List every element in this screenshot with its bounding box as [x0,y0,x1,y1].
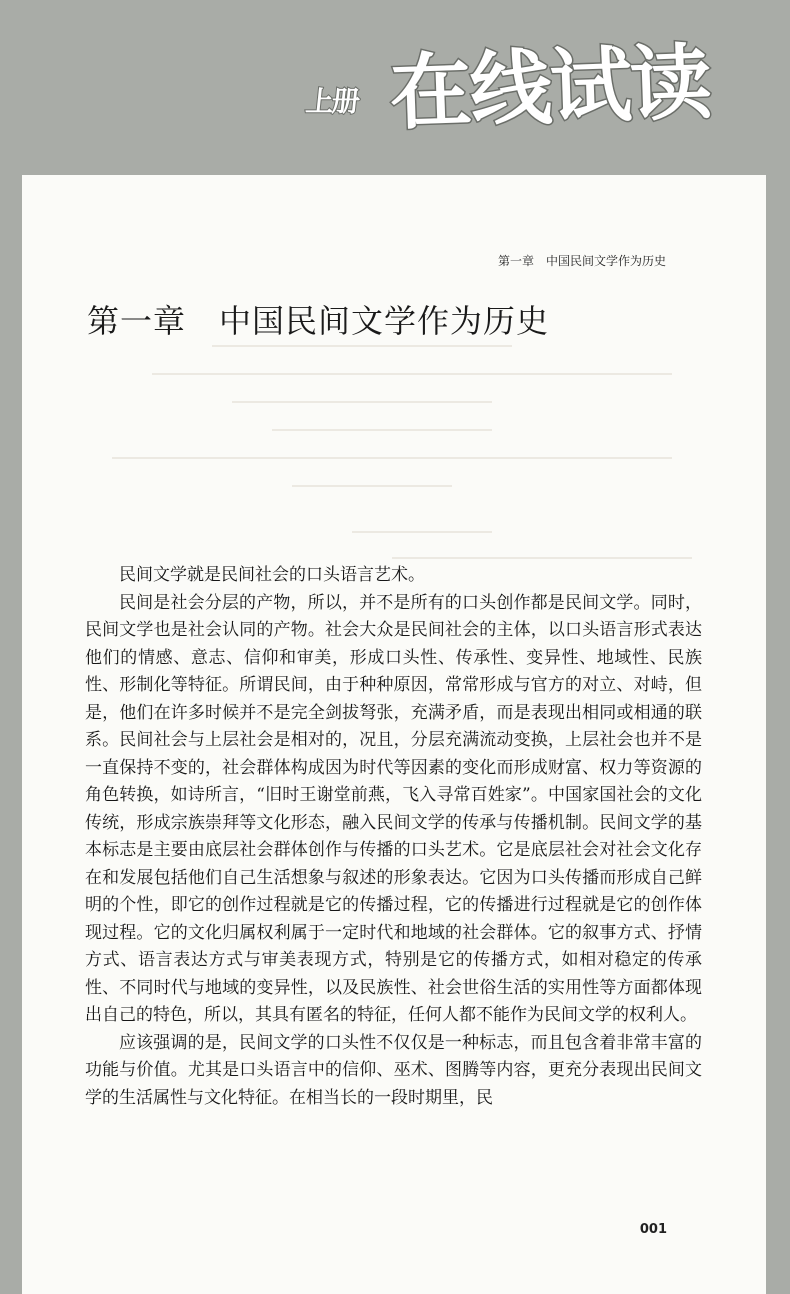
paragraph: 民间文学就是民间社会的口头语言艺术。 [119,565,425,585]
preview-banner [0,0,790,175]
body-text [85,562,702,1112]
paragraph: 应该强调的是，民间文学的口头性不仅仅是一种标志，而且包含着非常丰富的功能与价值。尤其是口头语言中的信仰、巫术、图腾等内容，更充分表现出民间文学的生活属性与文化特征。在相当长的一段时期里，民 [85,1032,702,1108]
chapter-title: 第一章 中国民间文学作为历史 [87,302,550,340]
paragraph: 民间是社会分层的产物，所以，并不是所有的口头创作都是民间文学。同时，民间文学也是社会认同的产物。社会大众是民间社会的主体，以口头语言形式表达他们的情感、意志、信仰和审美，形成口头性、传承性、变异性、地域性、民族性、形制化等特征。所谓民间，由于种种原因，常常形成与官方的对立、对峙，但是，他们在许多时候并不是完全剑拔弩张，充满矛盾，而是表现出相同或相通的联系。民间社会与上层社会是相对的，况且，分层充满流动变换，上层社会也并不是一直保持不变的，社会群体构成因为时代等因素的变化而形成财富、权力等资源的角色转换，如诗所言，“旧时王谢堂前燕，飞入寻常百姓家”。中国家国社会的文化传统，形成宗族崇拜等文化形态，融入民间文学的传承与传播机制。民间文学的基本标志是主要由底层社会群体创作与传播的口头艺术。它是底层社会对社会文化存在和发展包括他们自己生活想象与叙述的形象表达。它因为口头传播而形成自己鲜明的个性，即它的创作过程就是它的传播过程，它的传播进行过程就是它的创作体现过程。它的文化归属权利属于一定时代和地域的社会群体。它的叙事方式、抒情方式、语言表达方式与审美表现方式，特别是它的传播方式，如相对稳定的传承性、不同时代与地域的变异性，以及民族性、社会世俗生活的实用性等方面都体现出自己的特色，所以，其具有匿名的特征，任何人都不能作为民间文学的权利人。 [85,592,702,1025]
volume-label: 上册 [304,85,360,118]
running-head: 第一章 中国民间文学作为历史 [497,254,666,268]
book-page [22,175,766,1294]
page-number: 001 [639,1222,667,1237]
banner-title: 在线试读 [388,35,712,142]
